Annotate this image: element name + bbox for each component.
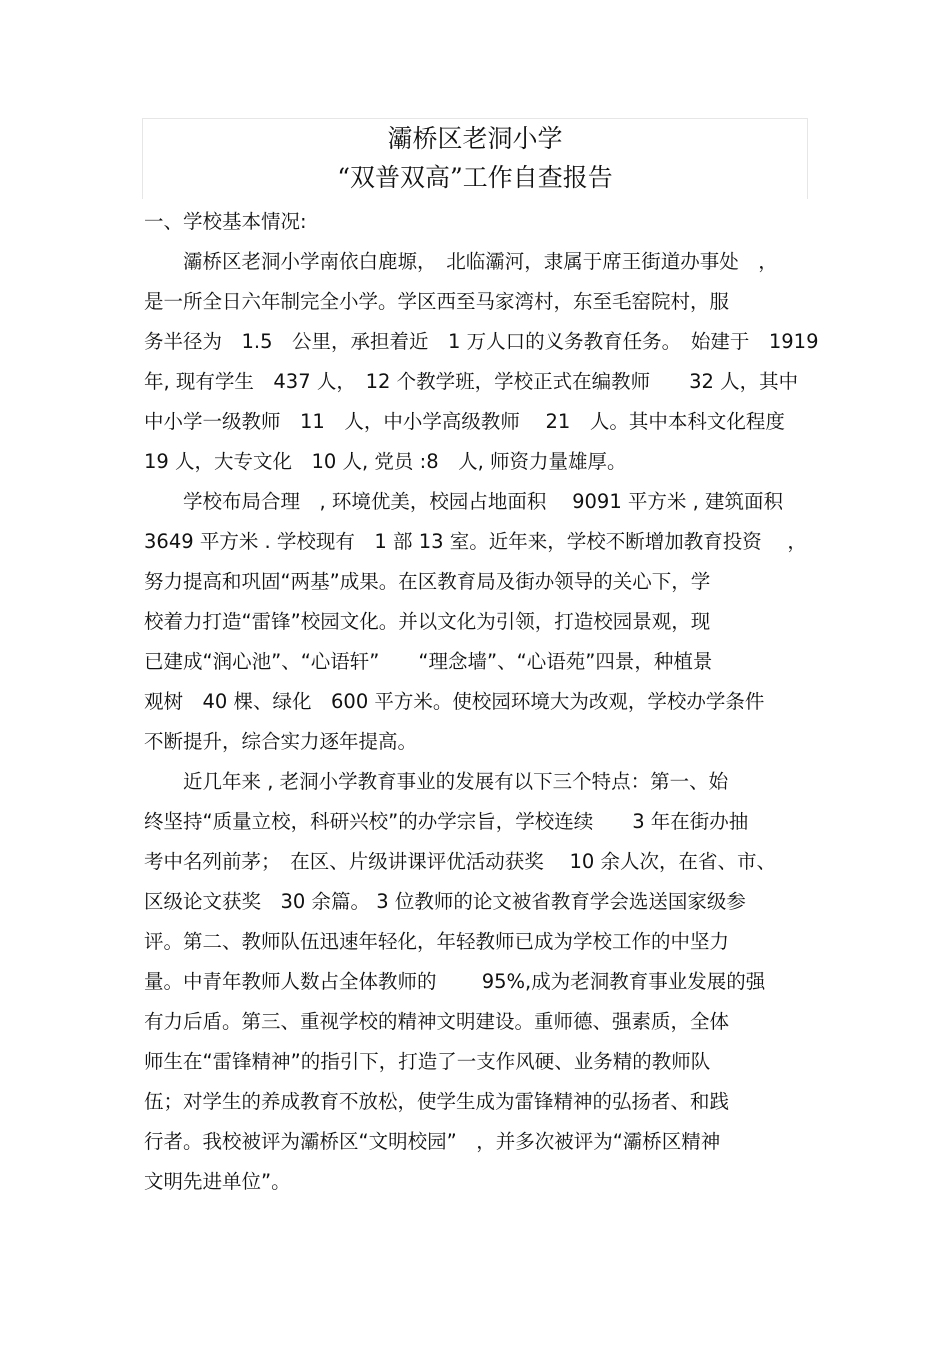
- document-title-line-2: “双普双高”工作自查报告: [337, 163, 613, 192]
- body-line: 努力提高和巩固“两基”成果。在区教育局及街办领导的关心下，学: [144, 570, 711, 593]
- body-line: 师生在“雷锋精神”的指引下，打造了一支作风硬、业务精的教师队: [144, 1050, 711, 1073]
- body-line: 终坚持“质量立校，科研兴校”的办学宗旨，学校连续 3 年在街办抽: [144, 810, 749, 833]
- body-line: 已建成“润心池”、“心语轩” “理念墙”、“心语苑”四景，种植景: [144, 650, 713, 673]
- body-line: 区级论文获奖 30 余篇。 3 位教师的论文被省教育学会选送国家级参: [144, 890, 746, 913]
- title-box: [142, 118, 808, 199]
- body-line: 中小学一级教师 11 人，中小学高级教师 21 人。其中本科文化程度: [144, 410, 785, 433]
- body-line: 文明先进单位”。: [144, 1170, 291, 1193]
- body-line: 行者。我校被评为灞桥区“文明校园” ，并多次被评为“灞桥区精神: [144, 1130, 721, 1153]
- body-line: 是一所全日六年制完全小学。学区西至马家湾村，东至毛窑院村，服: [144, 290, 730, 313]
- body-line: 灞桥区老洞小学南依白鹿塬， 北临灞河，隶属于席王街道办事处 ，: [144, 250, 778, 273]
- body-line: 19 人，大专文化 10 人, 党员 :8 人, 师资力量雄厚。: [144, 450, 627, 473]
- body-line: 务半径为 1.5 公里，承担着近 1 万人口的义务教育任务。 始建于 1919: [144, 330, 819, 353]
- body-line: 年, 现有学生 437 人， 12 个教学班，学校正式在编教师 32 人，其中: [144, 370, 799, 393]
- body-line: 量。中青年教师人数占全体教师的 95%,成为老洞教育事业发展的强: [144, 970, 766, 993]
- body-line: 校着力打造“雷锋”校园文化。并以文化为引领，打造校园景观，现: [144, 610, 711, 633]
- body-line: 评。第二、教师队伍迅速年轻化，年轻教师已成为学校工作的中坚力: [144, 930, 730, 953]
- section-heading: 一、学校基本情况:: [144, 210, 307, 233]
- body-line: 考中名列前茅； 在区、片级讲课评优活动获奖 10 余人次，在省、市、: [144, 850, 776, 873]
- body-line: 有力后盾。第三、重视学校的精神文明建设。重师德、强素质，全体: [144, 1010, 730, 1033]
- body-line: 观树 40 棵、绿化 600 平方米。使校园环境大为改观，学校办学条件: [144, 690, 765, 713]
- document-title-line-1: 灞桥区老洞小学: [387, 124, 563, 153]
- body-line: 伍；对学生的养成教育不放松，使学生成为雷锋精神的弘扬者、和践: [144, 1090, 730, 1113]
- body-line: 学校布局合理 , 环境优美，校园占地面积 9091 平方米 , 建筑面积: [144, 490, 784, 513]
- body-line: 不断提升，综合实力逐年提高。: [144, 730, 418, 753]
- body-line: 3649 平方米 . 学校现有 1 部 13 室。近年来，学校不断增加教育投资 ，: [144, 530, 807, 553]
- body-line: 近几年来 , 老洞小学教育事业的发展有以下三个特点：第一、始: [144, 770, 729, 793]
